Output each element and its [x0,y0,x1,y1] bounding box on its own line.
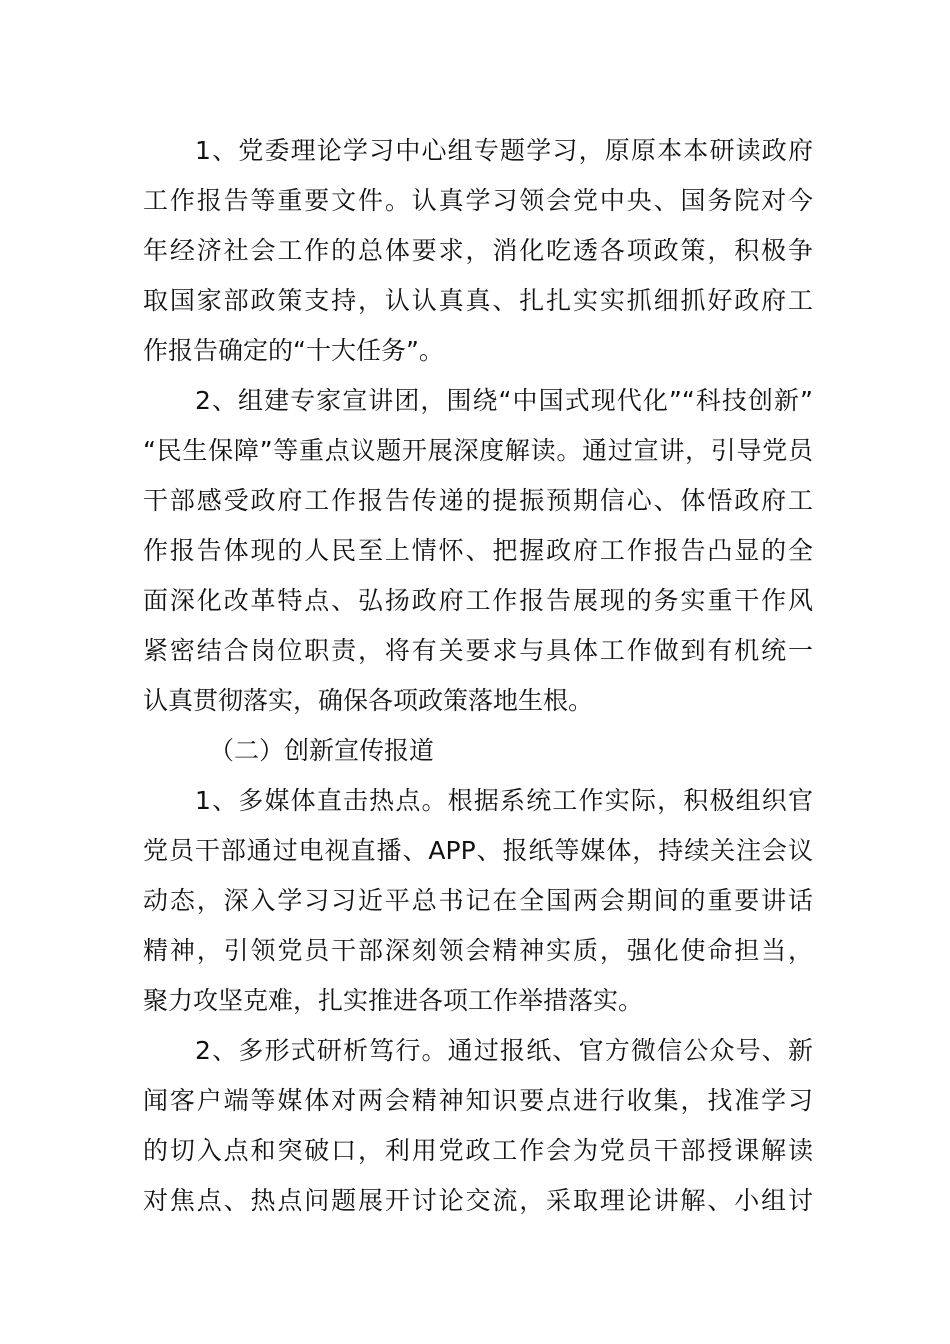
paragraph-2-line-1: 2、组建专家宣讲团，围绕“中国式现代化”“科技创新” [195,386,813,415]
paragraph-4-line-4: 对焦点、热点问题展开讨论交流，采取理论讲解、小组讨 [143,1186,813,1215]
paragraph-3-line-1: 1、多媒体直击热点。根据系统工作实际，积极组织官 [195,786,813,815]
paragraph-3-line-4: 精神，引领党员干部深刻领会精神实质，强化使命担当， [143,936,813,965]
paragraph-2-line-7: 认真贯彻落实，确保各项政策落地生根。 [143,686,594,715]
paragraph-2-line-6: 紧密结合岗位职责，将有关要求与具体工作做到有机统一 [143,636,813,665]
paragraph-3-line-3: 动态，深入学习习近平总书记在全国两会期间的重要讲话 [143,886,813,915]
paragraph-1-line-4: 取国家部政策支持，认认真真、扎扎实实抓细抓好政府工 [143,286,813,315]
paragraph-3-line-5: 聚力攻坚克难，扎实推进各项工作举措落实。 [143,986,644,1015]
paragraph-4-line-3: 的切入点和突破口，利用党政工作会为党员干部授课解读 [143,1136,813,1165]
paragraph-1-line-1: 1、党委理论学习中心组专题学习，原原本本研读政府 [195,136,813,165]
paragraph-1-line-3: 年经济社会工作的总体要求，消化吃透各项政策，积极争 [143,236,813,265]
paragraph-2-line-4: 作报告体现的人民至上情怀、把握政府工作报告凸显的全 [143,536,813,565]
paragraph-1-line-2: 工作报告等重要文件。认真学习领会党中央、国务院对今 [143,186,813,215]
paragraph-2-line-3: 干部感受政府工作报告传递的提振预期信心、体悟政府工 [143,486,813,515]
paragraph-2-line-2: “民生保障”等重点议题开展深度解读。通过宣讲，引导党员 [143,436,813,465]
paragraph-2-line-5: 面深化改革特点、弘扬政府工作报告展现的务实重干作风 [143,586,813,615]
paragraph-4-line-2: 闻客户端等媒体对两会精神知识要点进行收集，找准学习 [143,1086,813,1115]
paragraph-1-line-5: 作报告确定的“十大任务”。 [143,336,444,365]
paragraph-3-line-2: 党员干部通过电视直播、APP、报纸等媒体，持续关注会议 [143,836,813,865]
paragraph-4-line-1: 2、多形式研析笃行。通过报纸、官方微信公众号、新 [195,1036,813,1065]
section-heading: （二）创新宣传报道 [209,736,435,765]
